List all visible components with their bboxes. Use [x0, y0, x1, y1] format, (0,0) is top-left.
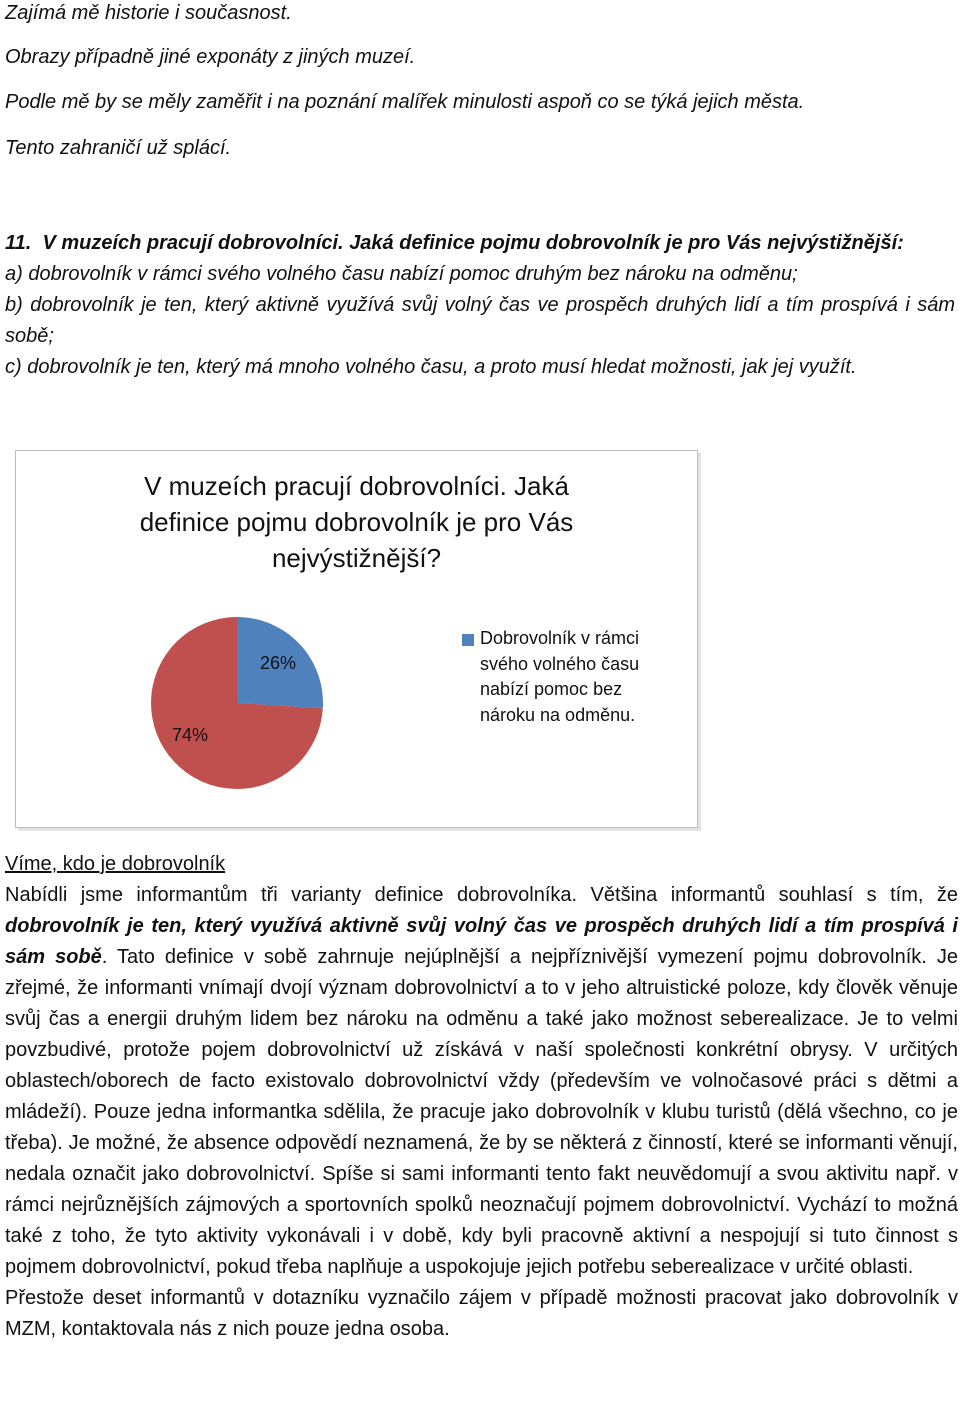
chart-legend: [462, 626, 692, 728]
chart-title-line: V muzeích pracují dobrovolníci. Jaká: [144, 471, 569, 501]
question-header: [5, 228, 955, 259]
question-text: Jaká definice pojmu dobrovolník je pro Vás nejvýstižnější:: [349, 232, 904, 254]
question-option-a: a) dobrovolník v rámci svého volného času nabízí pomoc druhým bez nároku na odměnu;: [5, 263, 798, 285]
question-title: V muzeích pracují dobrovolníci.: [42, 232, 344, 254]
answer-line-2: Obrazy případně jiné exponáty z jiných muzeí.: [5, 46, 416, 68]
legend-label: [480, 626, 692, 728]
question-number: 11.: [5, 232, 32, 254]
question-option-c: c) dobrovolník je ten, který má mnoho volného času, a proto musí hledat možnosti, jak jej využít.: [5, 356, 857, 378]
answer-line-4: Tento zahraničí už splácí.: [5, 137, 232, 159]
section-heading: Víme, kdo je dobrovolník: [5, 853, 226, 875]
legend-label-line: nabízí pomoc bez: [480, 679, 623, 699]
section-paragraph-2: Přestože deset informantů v dotazníku vyznačilo zájem v případě možnosti pracovat jako dobrovolník v MZM, kontaktovala nás z nich pouze jedna osoba.: [5, 1287, 958, 1340]
question-option-b: b) dobrovolník je ten, který aktivně využívá svůj volný čas ve prospěch druhých lidí a tím prospívá i sám sobě;: [5, 294, 955, 347]
chart-title-line: nejvýstižnější?: [271, 543, 442, 573]
legend-swatch: [462, 634, 474, 646]
legend-label-line: nároku na odměnu.: [480, 704, 636, 725]
legend-label-line: Dobrovolník v rámci: [480, 628, 640, 648]
question-block: [5, 228, 955, 383]
paragraph-text: . Tato definice v sobě zahrnuje nejúplnější a nejpříznivější vymezení pojmu dobrovolník. Je zřejmé, že informanti vnímají dvojí význam dobrovolnictví a to v jeho altruistické poloze, kdy člověk věnuje svůj čas a energii druhým lidem bez nároku na odměnu a také jako možnost seberealizace. Je to velmi povzbudivé, protože pojem dobrovolnictví už získává v naší společnosti konkrétní obrysy. V určitých oblastech/oborech de facto existovalo dobrovolnictví vždy (především ve volnočasové práci s dětmi a mládeží). Pouze jedna informantka sdělila, že pracuje jako dobrovolník v klubu turistů (dělá všechno, co je třeba). Je možné, že absence odpovědí neznamená, že by se některá z činností, které se informanti věnují, nedala označit jako dobrovolnictví. Spíše si sami informanti tento fakt neuvědomují a svou aktivitu např. v rámci nejrůznějších zájmových a sportovních spolků neoznačují pojmem dobrovolnictví. Vychází to možná také z toho, že tyto aktivity vykonávali i v době, kdy byli pracovně aktivní a nespojují si tuto činnost s pojmem dobrovolnictví, pokud třeba naplňuje a uspokojuje jejich potřebu seberealizace v určité oblasti.: [5, 946, 958, 1278]
pie-data-label: 74%: [171, 725, 209, 745]
paragraph-text: Nabídli jsme informantům tři varianty definice dobrovolníka. Většina informantů souhlasí s tím, že: [5, 884, 958, 906]
section-paragraph-1: [5, 880, 958, 1283]
pie-chart: [15, 450, 698, 828]
answer-line-3: Podle mě by se měly zaměřit i na poznání malířek minulosti aspoň co se týká jejich města.: [5, 91, 805, 113]
text-section: [5, 849, 958, 1345]
paragraph-bold-text: dobrovolník je ten, který využívá aktivně svůj volný čas ve prospěch druhých lidí a tím prospívá i sám sobě: [5, 915, 958, 968]
legend-label-line: svého volného času: [480, 653, 640, 674]
chart-title-line: definice pojmu dobrovolník je pro Vás: [139, 507, 574, 537]
answer-line-1: Zajímá mě historie i současnost.: [5, 2, 292, 24]
pie-data-label: 26%: [259, 653, 297, 673]
